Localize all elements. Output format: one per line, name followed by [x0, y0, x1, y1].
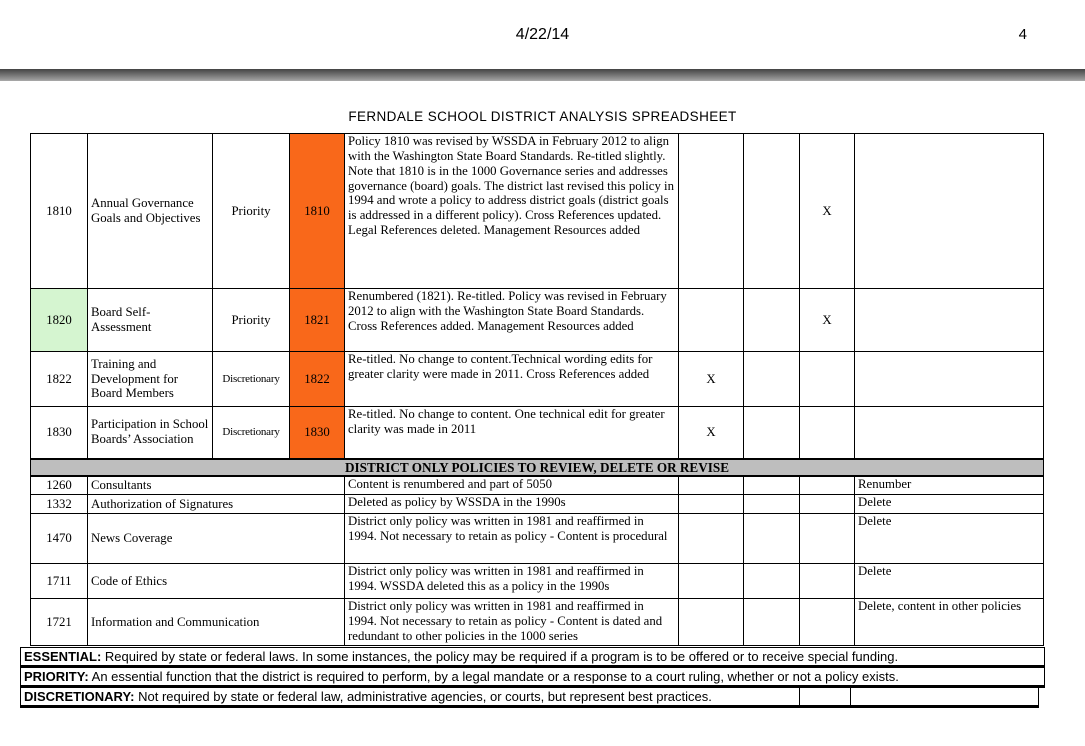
definition-box: [20, 647, 1045, 668]
header-date: 4/22/14: [515, 26, 570, 43]
description-cell: Deleted as policy by WSSDA in the 1990s: [345, 495, 679, 514]
section-header-row: [31, 459, 1044, 476]
policy-number-cell: 1711: [31, 564, 88, 599]
definition-box: [20, 687, 800, 708]
mark-cell-b: [744, 476, 800, 495]
notes-cell: Renumber: [855, 476, 1044, 495]
policy-name-cell: News Coverage: [88, 514, 345, 564]
category-cell: Priority: [213, 289, 290, 352]
table-row: [31, 407, 1044, 459]
mark-cell-b: [744, 407, 800, 459]
definition-text: Not required by state or federal law, administrative agencies, or courts, but represent best practices.: [134, 689, 712, 704]
description-cell: District only policy was written in 1981 and reaffirmed in 1994. Not necessary to retain as policy - Content is procedural: [345, 514, 679, 564]
mark-cell-a: [679, 599, 744, 646]
mark-cell-c: [800, 599, 855, 646]
policy-number-cell: 1260: [31, 476, 88, 495]
table-row: [31, 134, 1044, 289]
description-cell: Content is renumbered and part of 5050: [345, 476, 679, 495]
description-cell: Re-titled. No change to content. One technical edit for greater clarity was made in 2011: [345, 407, 679, 459]
renumbered-cell: 1822: [290, 352, 345, 407]
mark-cell-b: [744, 564, 800, 599]
mark-cell-b: [744, 352, 800, 407]
description-cell: District only policy was written in 1981 and reaffirmed in 1994. Not necessary to retain as policy - Content is dated and redundant to other policies in the 1000 series: [345, 599, 679, 646]
notes-cell: [855, 289, 1044, 352]
mark-cell-a: [679, 514, 744, 564]
table-row: [31, 289, 1044, 352]
policy-analysis-table: [30, 133, 1044, 646]
header-divider-bar: [0, 69, 1085, 81]
document-title: FERNDALE SCHOOL DISTRICT ANALYSIS SPREADSHEET: [348, 109, 737, 124]
definition-box: [20, 667, 1045, 688]
mark-cell-a: X: [679, 352, 744, 407]
policy-name-cell: Annual Governance Goals and Objectives: [88, 134, 213, 289]
mark-cell-c: [800, 476, 855, 495]
category-definitions: [20, 648, 1046, 708]
empty-cell: [850, 687, 1039, 708]
empty-cell: [799, 687, 851, 708]
policy-number-cell: 1332: [31, 495, 88, 514]
mark-cell-c: [800, 564, 855, 599]
notes-cell: [855, 352, 1044, 407]
definition-row: [20, 687, 1046, 708]
mark-cell-c: X: [800, 134, 855, 289]
description-cell: Renumbered (1821). Re-titled. Policy was revised in February 2012 to align with the Washington State Board Standards. Cross References added. Management Resources added: [345, 289, 679, 352]
mark-cell-b: [744, 514, 800, 564]
policy-number-cell: 1721: [31, 599, 88, 646]
policy-name-cell: Participation in School Boards’ Association: [88, 407, 213, 459]
notes-cell: Delete: [855, 564, 1044, 599]
mark-cell-c: [800, 407, 855, 459]
policy-name-cell: Consultants: [88, 476, 345, 495]
policy-name-cell: Information and Communication: [88, 599, 345, 646]
definition-term: PRIORITY:: [24, 669, 89, 684]
renumbered-cell: 1830: [290, 407, 345, 459]
notes-cell: [855, 134, 1044, 289]
definition-row: [20, 667, 1046, 688]
category-cell: Discretionary: [213, 352, 290, 407]
mark-cell-c: [800, 495, 855, 514]
mark-cell-a: [679, 564, 744, 599]
mark-cell-a: [679, 134, 744, 289]
definition-term: ESSENTIAL:: [24, 649, 102, 664]
mark-cell-a: [679, 476, 744, 495]
page-number: 4: [1018, 26, 1027, 43]
notes-cell: [855, 407, 1044, 459]
table-row: [31, 476, 1044, 495]
mark-cell-b: [744, 599, 800, 646]
definition-row: [20, 647, 1046, 668]
table-row: [31, 514, 1044, 564]
policy-name-cell: Training and Development for Board Members: [88, 352, 213, 407]
mark-cell-a: [679, 495, 744, 514]
table-row: [31, 352, 1044, 407]
renumbered-cell: 1810: [290, 134, 345, 289]
policy-number-cell: 1830: [31, 407, 88, 459]
table-row: [31, 495, 1044, 514]
mark-cell-a: X: [679, 407, 744, 459]
definition-term: DISCRETIONARY:: [24, 689, 135, 704]
policy-name-cell: Authorization of Signatures: [88, 495, 345, 514]
policy-number-cell: 1820: [31, 289, 88, 352]
policy-name-cell: Board Self-Assessment: [88, 289, 213, 352]
renumbered-cell: 1821: [290, 289, 345, 352]
notes-cell: Delete: [855, 495, 1044, 514]
description-cell: Re-titled. No change to content.Technical wording edits for greater clarity were made in 2011. Cross References added: [345, 352, 679, 407]
mark-cell-a: [679, 289, 744, 352]
policy-number-cell: 1810: [31, 134, 88, 289]
category-cell: Discretionary: [213, 407, 290, 459]
notes-cell: Delete: [855, 514, 1044, 564]
mark-cell-b: [744, 495, 800, 514]
description-cell: Policy 1810 was revised by WSSDA in February 2012 to align with the Washington State Board Standards. Re-titled slightly. Note that 1810 is in the 1000 Governance series and addresses governance (board) goals. The district last revised this policy in 1994 and wrote a policy to address district goals (district goals is addressed in a different policy). Cross References updated. Legal References deleted. Management Resources added: [345, 134, 679, 289]
section-header-label: DISTRICT ONLY POLICIES TO REVIEW, DELETE OR REVISE: [31, 459, 1044, 476]
policy-number-cell: 1470: [31, 514, 88, 564]
mark-cell-b: [744, 289, 800, 352]
description-cell: District only policy was written in 1981 and reaffirmed in 1994. WSSDA deleted this as a policy in the 1990s: [345, 564, 679, 599]
policy-number-cell: 1822: [31, 352, 88, 407]
category-cell: Priority: [213, 134, 290, 289]
policy-name-cell: Code of Ethics: [88, 564, 345, 599]
definition-text: An essential function that the district is required to perform, by a legal mandate or a response to a court ruling, whether or not a policy exists.: [88, 669, 899, 684]
mark-cell-c: [800, 352, 855, 407]
notes-cell: Delete, content in other policies: [855, 599, 1044, 646]
table-row: [31, 599, 1044, 646]
mark-cell-c: X: [800, 289, 855, 352]
definition-text: Required by state or federal laws. In some instances, the policy may be required if a program is to be offered or to receive special funding.: [101, 649, 899, 664]
mark-cell-b: [744, 134, 800, 289]
mark-cell-c: [800, 514, 855, 564]
table-row: [31, 564, 1044, 599]
